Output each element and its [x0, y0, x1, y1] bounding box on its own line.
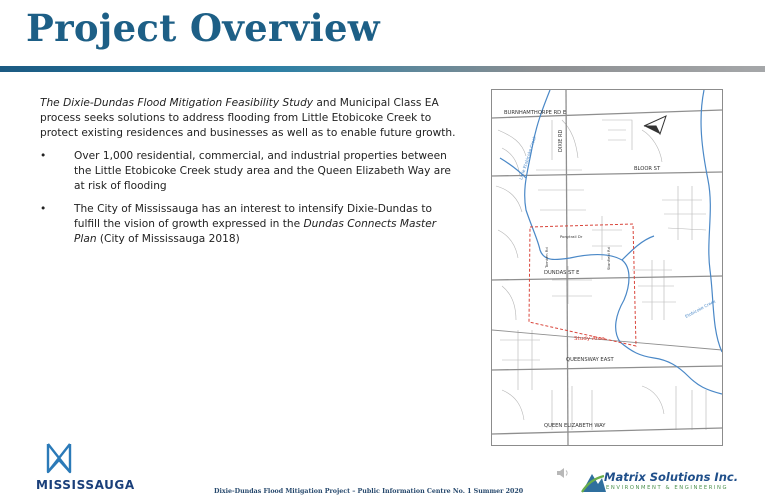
label-dixie: DIXIE RD [558, 129, 564, 152]
title-divider [0, 66, 765, 72]
intro-paragraph [40, 96, 458, 141]
bullet-item-properties: • Over 1,000 residential, commercial, and industrial properties between the Little Etobicoke Creek study area and the Queen Elizabeth Way are at risk of flooding [74, 149, 458, 194]
slide-title: Project Overview [26, 6, 380, 50]
study-area-boundary [529, 224, 636, 346]
label-little-etobicoke: Little Etobicoke Creek [518, 135, 538, 181]
body-text [40, 96, 458, 255]
bullet-list [40, 149, 458, 247]
road-queensway [492, 366, 722, 370]
mississauga-logo-text: MISSISSAUGA [36, 478, 135, 492]
north-arrow-icon [644, 116, 666, 134]
road-qew [492, 428, 722, 434]
footer-caption: Dixie-Dundas Flood Mitigation Project – Public Information Centre No. 1 Summer 2020 [214, 488, 524, 495]
label-dundas: DUNDAS ST E [544, 270, 580, 276]
intro-rest: and Municipal Class EA process seeks solutions to address flooding from Little Etobicoke Creek to protect existing residences and businesses as well as to enable future growth. [40, 97, 456, 139]
label-street-3: Stanfield Rd [606, 246, 611, 270]
label-street-2: Ponytrail Dr [560, 234, 583, 239]
speaker-icon[interactable] [556, 466, 570, 480]
study-name: The Dixie-Dundas Flood Mitigation Feasibility Study [40, 97, 314, 109]
label-bloor: BLOOR ST [634, 166, 661, 172]
label-burnhamthorpe: BURNHAMTHORPE RD E [504, 110, 567, 116]
creeks [500, 90, 722, 394]
map-svg [492, 90, 722, 445]
tributary-2 [622, 236, 654, 260]
bullet-item-mississauga: • The City of Mississauga has an interest to intensify Dixie-Dundas to fulfill the vision of growth expressed in the Dundas Connects Master Plan (City of Mississauga 2018) [74, 202, 458, 247]
label-street-1: Tomken Rd [544, 247, 549, 268]
matrix-logo-tagline: ENVIRONMENT & ENGINEERING [606, 485, 729, 491]
residential-streets [496, 120, 706, 430]
matrix-logo-name: Matrix Solutions Inc. [604, 470, 739, 484]
label-study-area: Study Area [574, 336, 605, 342]
little-etobicoke-creek [525, 90, 722, 394]
study-area-map [491, 89, 723, 446]
etobicoke-creek [701, 90, 722, 352]
road-dundas [492, 276, 722, 280]
label-etobicoke: Etobicoke Creek [684, 298, 717, 319]
label-queensway: QUEENSWAY EAST [566, 357, 614, 363]
label-qew: QUEEN ELIZABETH WAY [544, 423, 606, 429]
